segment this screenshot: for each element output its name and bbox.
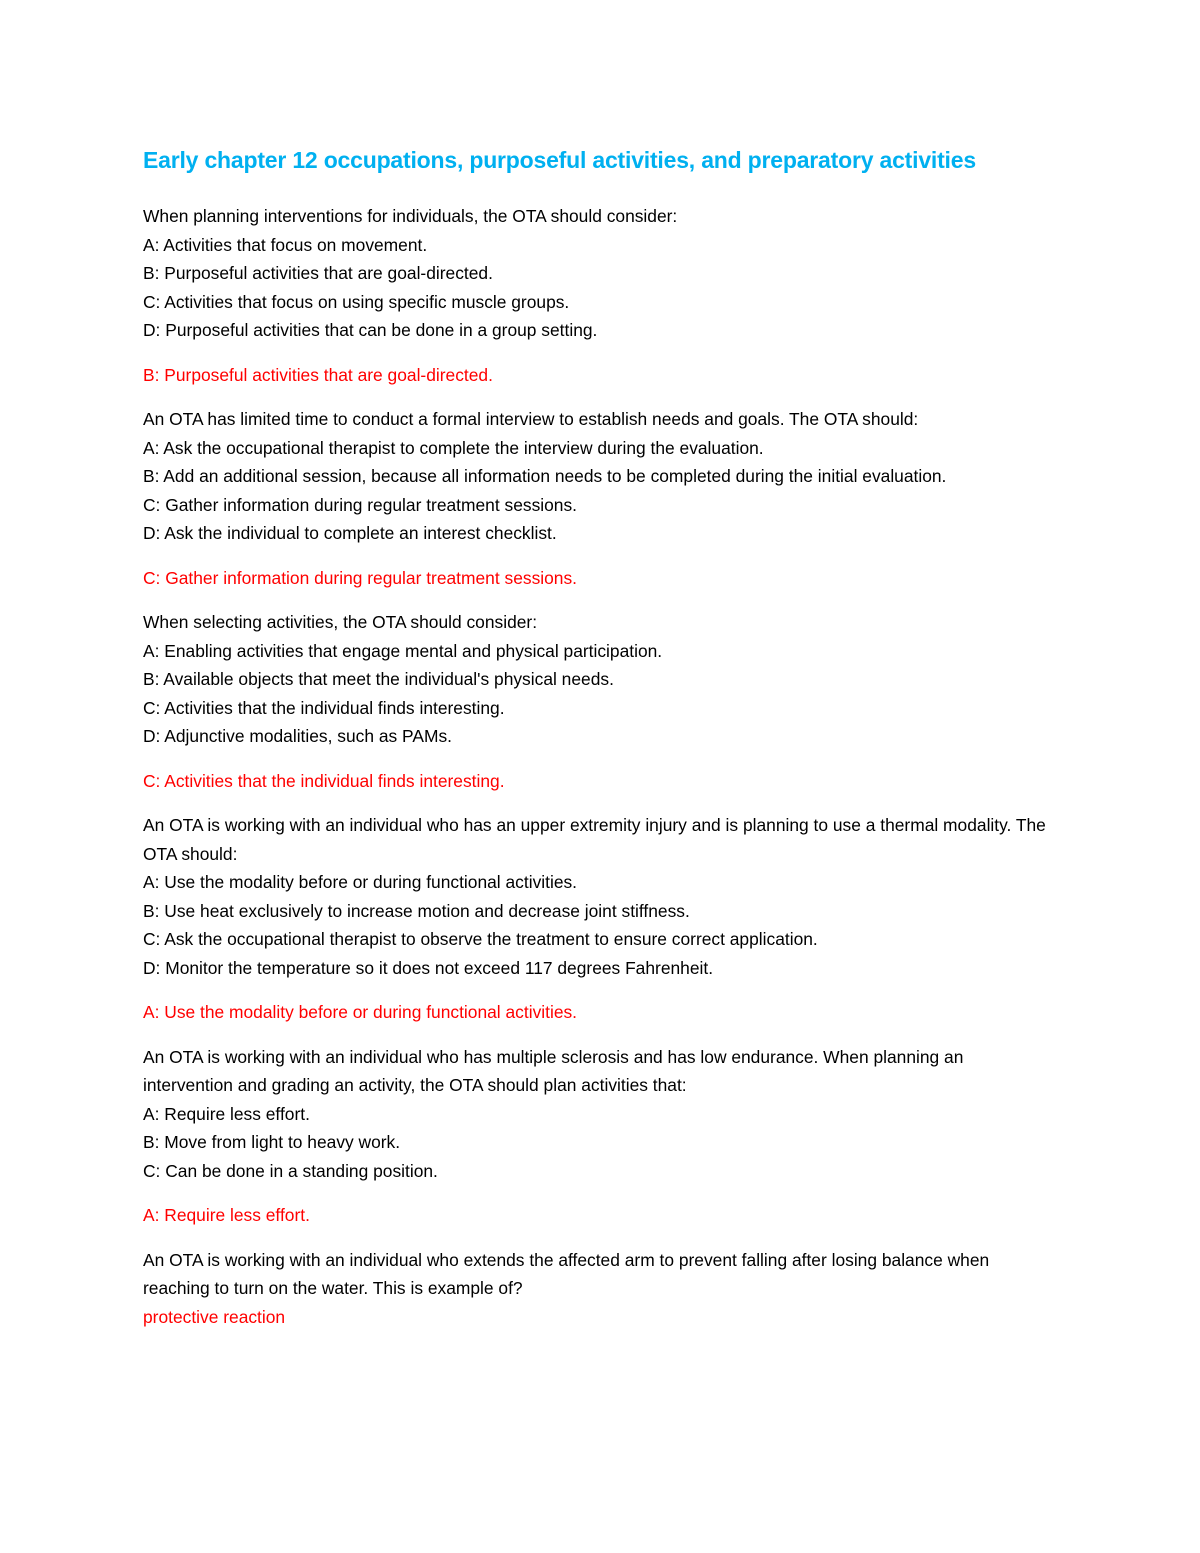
option-d: D: Purposeful activities that can be done in a group setting. [143,320,598,340]
question-block-2 [143,405,1063,592]
option-a: A: Use the modality before or during functional activities. [143,872,578,892]
question-text: An OTA has limited time to conduct a formal interview to establish needs and goals. The OTA should: [143,409,919,429]
question-block-6 [143,1246,1063,1332]
option-c: C: Can be done in a standing position. [143,1160,438,1181]
option-a: A: Ask the occupational therapist to complete the interview during the evaluation. [143,437,764,458]
answer-text: B: Purposeful activities that are goal-directed. [143,364,493,385]
option-d: D: Ask the individual to complete an interest checklist. [143,523,557,543]
question-block-1 [143,202,1063,389]
question-block-5 [143,1043,1063,1230]
document-page [143,140,1063,1347]
option-b: B: Use heat exclusively to increase motion and decrease joint stiffness. [143,900,690,921]
answer-text: A: Use the modality before or during functional activities. [143,1002,578,1022]
option-c: C: Activities that the individual finds interesting. [143,697,505,718]
option-d: D: Adjunctive modalities, such as PAMs. [143,726,452,746]
option-b: B: Add an additional session, because all information needs to be completed during the initial evaluation. [143,466,947,486]
question-text: When planning interventions for individuals, the OTA should consider: [143,206,678,226]
option-c: C: Ask the occupational therapist to observe the treatment to ensure correct application. [143,929,818,949]
answer-text: A: Require less effort. [143,1205,310,1225]
question-text: An OTA is working with an individual who has an upper extremity injury and is planning to use a thermal modality. The OTA should: [143,815,1046,864]
answer-text: C: Gather information during regular treatment sessions. [143,567,578,588]
answer-text: protective reaction [143,1306,286,1327]
question-text: An OTA is working with an individual who extends the affected arm to prevent falling after losing balance when reaching to turn on the water. This is example of? [143,1249,990,1298]
option-a: A: Require less effort. [143,1103,310,1124]
option-a: A: Enabling activities that engage mental and physical participation. [143,640,663,661]
option-a: A: Activities that focus on movement. [143,234,428,255]
option-b: B: Purposeful activities that are goal-directed. [143,263,493,283]
question-block-4 [143,811,1063,1027]
document-title: Early chapter 12 occupations, purposeful activities, and preparatory activities [143,147,976,173]
answer-text: C: Activities that the individual finds interesting. [143,770,505,791]
option-b: B: Available objects that meet the individual's physical needs. [143,669,614,689]
option-c: C: Gather information during regular treatment sessions. [143,494,578,515]
option-b: B: Move from light to heavy work. [143,1132,401,1152]
question-text: When selecting activities, the OTA should consider: [143,612,538,632]
question-block-3 [143,608,1063,795]
question-text: An OTA is working with an individual who has multiple sclerosis and has low endurance. When planning an intervention and grading an activity, the OTA should plan activities that: [143,1046,964,1095]
option-c: C: Activities that focus on using specific muscle groups. [143,291,570,312]
option-d: D: Monitor the temperature so it does not exceed 117 degrees Fahrenheit. [143,957,714,978]
